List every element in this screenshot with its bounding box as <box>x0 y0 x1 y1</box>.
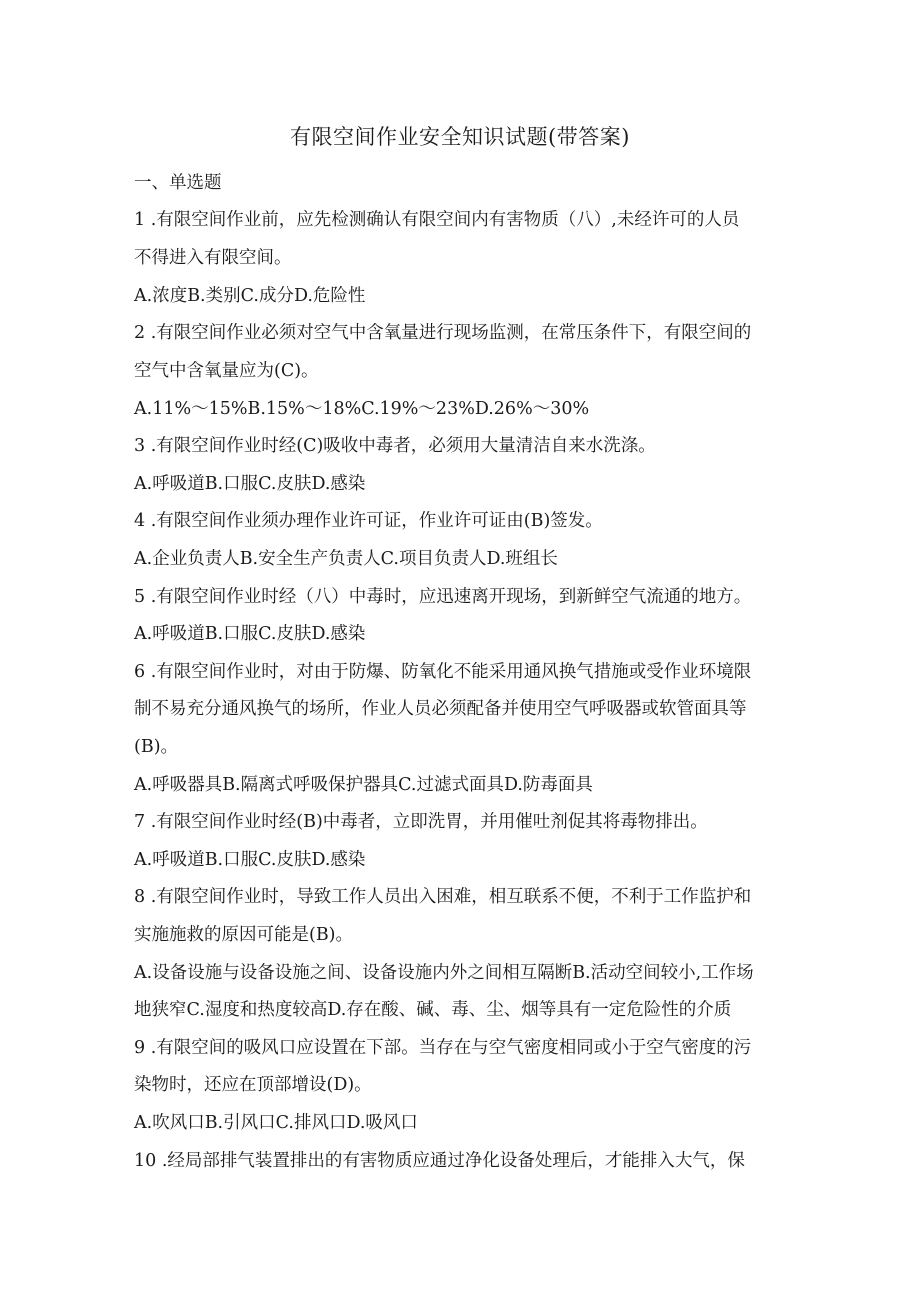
text-line: A.呼吸道B.口服C.皮肤D.感染 <box>134 624 366 644</box>
text-line: 9 .有限空间的吸风口应设置在下部。当存在与空气密度相同或小于空气密度的污 <box>134 1038 752 1058</box>
text-line: 地狭窄C.湿度和热度较高D.存在酸、碱、毒、尘、烟等具有一定危险性的介质 <box>134 1000 732 1020</box>
text-line: 制不易充分通风换气的场所，作业人员必须配备并使用空气呼吸器或软管面具等 <box>134 699 747 719</box>
text-line: 实施施救的原因可能是(B)。 <box>134 925 354 945</box>
text-line: 8 .有限空间作业时，导致工作人员出入困难，相互联系不便，不利于工作监护和 <box>134 887 752 907</box>
text-line: 染物时，还应在顶部增设(D)。 <box>134 1075 372 1095</box>
text-line: 7 .有限空间作业时经(B)中毒者，立即洗胃，并用催吐剂促其将毒物排出。 <box>134 812 708 832</box>
text-line: 4 .有限空间作业须办理作业许可证，作业许可证由(B)签发。 <box>134 511 603 531</box>
text-line: 6 .有限空间作业时，对由于防爆、防氧化不能采用通风换气措施或受作业环境限 <box>134 662 752 682</box>
text-line: 5 .有限空间作业时经（八）中毒时，应迅速离开现场，到新鲜空气流通的地方。 <box>134 587 752 607</box>
text-line: 1 .有限空间作业前，应先检测确认有限空间内有害物质（八）,未经许可的人员 <box>134 210 740 230</box>
text-line: (B)。 <box>134 737 179 757</box>
text-line: A.呼吸器具B.隔离式呼吸保护器具C.过滤式面具D.防毒面具 <box>134 775 593 795</box>
text-line: A.11%～15%B.15%～18%C.19%～23%D.26%～30% <box>134 399 590 419</box>
text-line: A.浓度B.类别C.成分D.危险性 <box>134 286 366 306</box>
page-title: 有限空间作业安全知识试题(带答案) <box>290 125 630 149</box>
text-line: A.呼吸道B.口服C.皮肤D.感染 <box>134 850 366 870</box>
text-line: A.吹风口B.引风口C.排风口D.吸风口 <box>134 1113 418 1133</box>
text-line: A.呼吸道B.口服C.皮肤D.感染 <box>134 474 366 494</box>
section-heading: 一、单选题 <box>134 173 222 193</box>
text-line: 10 .经局部排气装置排出的有害物质应通过净化设备处理后，才能排入大气，保 <box>134 1151 745 1171</box>
text-line: A.设备设施与设备设施之间、设备设施内外之间相互隔断B.活动空间较小,工作场 <box>134 963 754 983</box>
text-line: 不得进入有限空间。 <box>134 248 292 268</box>
text-line: A.企业负责人B.安全生产负责人C.项目负责人D.班组长 <box>134 549 558 569</box>
text-line: 空气中含氧量应为(C)。 <box>134 361 319 381</box>
text-line: 3 .有限空间作业时经(C)吸收中毒者，必须用大量清洁自来水洗涤。 <box>134 436 656 456</box>
text-line: 2 .有限空间作业必须对空气中含氧量进行现场监测，在常压条件下，有限空间的 <box>134 323 752 343</box>
